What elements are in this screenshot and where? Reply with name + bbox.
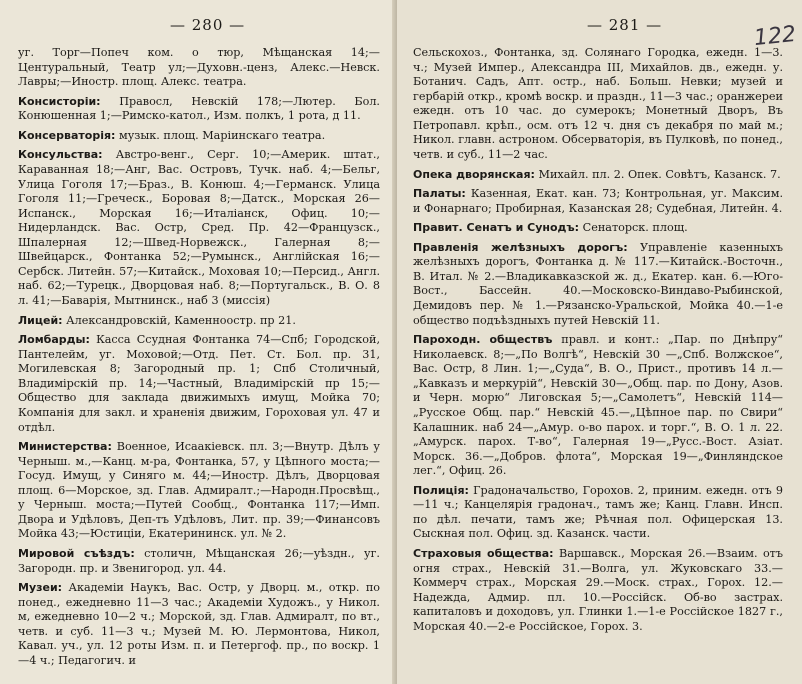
right-page-number: — 281 —: [587, 16, 663, 34]
right-column: [413, 46, 783, 639]
entry-heading: Консульства:: [18, 148, 103, 162]
entry-heading: Консерваторія:: [18, 128, 116, 142]
directory-entry: Полиція: Градоначальство, Горохов. 2, приним. ежедн. отъ 9—11 ч.; Канцелярія градонач., тамъ же; Канц. Главн. Инсп. по дѣл. печати, тамъ же; Рѣчная пол. Офицерская 13. Сыскная пол. Офиц. зд. Казанск. части.: [413, 483, 784, 541]
directory-entry: Пароходн. обществъ правл. и конт.: „Пар. по Днѣпру“ Николаевск. 8;—„По Волгѣ“, Невскій 30 —„Спб. Волжское“, Вас. Остр, 8 Лин. 1;—„Суда“, В. О., Прист., противъ 14 л.—„Кавказъ и меркурій“, Невскій 30—„Общ. пар. по Дону, Азов. и Черн. морю“ Лиговская 5;—„Самолетъ“, Невскій 114—„Русское Общ. пар.“ Невскій 45.—„Цѣпное пар. по Свири“ Калашник. наб 24—„Амур. о-во парох. и торг.“, В. О. 1 л. 22. „Амурск. парох. Т-во“, Галерная 19—„Русс.-Вост. Азіат. Морск. 36.—„Добров. флота“, Морская 19—„Финляндское лег.“, Офиц. 26.: [413, 333, 784, 478]
directory-entry: Правленія желѣзныхъ дорогъ: Управленіе казенныхъ желѣзныхъ дорогъ, Фонтанка д. № 117.—Китайск.-Восточн., В. Итал. № 2.—Владикавказской ж. д., Екатер. кан. 6.—Юго-Вост., Бассейн. 40.—Московско-Виндаво-Рыбинской, Демидовъ пер. № 1.—Рязанско-Уральской, Мойка 40.—1-е общество подъѣздныхъ путей Невскій 11.: [413, 240, 783, 327]
right-page: [397, 0, 802, 684]
entry-heading: Лицей:: [18, 313, 63, 327]
entry-heading: Консисторіи:: [18, 94, 101, 108]
directory-entry: Мировой съѣздъ: столичн, Мѣщанская 26;—уѣздн., уг. Загородн. пр. и Звенигород. ул. 44.: [18, 547, 380, 575]
directory-entry: Правит. Сенатъ и Сунодъ: Сенаторск. площ.: [413, 221, 688, 235]
directory-entry: Палаты: Казенная, Екат. кан. 73; Контрольная, уг. Максим. и Фонарнаго; Пробирная, Казанская 28; Судебная, Литейн. 4.: [413, 187, 784, 215]
entry-heading: Правит. Сенатъ и Сунодъ:: [413, 221, 580, 235]
entry-heading: Опека дворянская:: [413, 167, 535, 181]
left-page-number: — 280 —: [170, 16, 246, 34]
entry-heading: Полиція:: [413, 483, 469, 497]
entry-heading: Пароходн. обществъ: [413, 333, 553, 347]
left-page: [0, 0, 397, 684]
entry-heading: Палаты:: [413, 187, 466, 201]
entry-heading: Музеи:: [18, 581, 63, 595]
directory-entry: Страховыя общества: Варшавск., Морская 26.—Взаим. отъ огня страх., Невскій 31.—Волга, ул. Жуковскаго 33.—Коммерч страх., Морская 29.—Моск. страх., Горох. 12.—Надежда, Адмир. пл. 10.—Россійск. Об-во застрах. капиталовъ и доходовъ, ул. Глинки 1.—1-е Россійское 1827 г., Морская 40.—2-е Россійское, Горох. 3.: [413, 547, 783, 633]
handwritten-page-mark: 122: [752, 21, 798, 52]
directory-entry: Консерваторія: музык. площ. Маріинскаго театра.: [18, 128, 326, 142]
entry-heading: Мировой съѣздъ:: [18, 547, 135, 560]
left-column: [18, 46, 380, 674]
directory-entry: Музеи: Академіи Наукъ, Вас. Остр, у Дворц. м., откр. по понед., ежедневно 11—3 час.; Академіи Художъ., у Никол. м, ежедневно 10—2 ч.; Морской, зд. Глав. Адмиралт, по вт., четв. и суб. 11—3 ч.; Музей М. Ю. Лермонтова, Никол, Кавал. уч., ул. 12 роты Изм. п. и Петергоф. пр., по воскр. 1—4 ч.; Педагогич. и: [18, 581, 381, 667]
directory-entry: Опека дворянская: Михайл. пл. 2. Опек. Совѣтъ, Казанск. 7.: [413, 167, 781, 181]
directory-entry: Сельскохоз., Фонтанка, зд. Солянаго Городка, ежедн. 1—3. ч.; Музей Импер., Александра III, Михайлов. дв., ежедн. у. Ботанич. Садъ, Апт. остр., наб. Больш. Невки; музей и гербарій откр., кромѣ воскр. и праздн., 11—3 час.; оранжереи ежедн. отъ 10 час. до сумерокъ; Монетный Дворъ, Въ Петропавл. крѣп., осм. отъ 12 ч. дня съ декабря по май м.; Никол. главн. астроном. Обсерваторія, въ Пулковѣ, по понед., четв. и суб., 11—2 час.: [413, 46, 783, 161]
directory-entry: уг. Торг—Попеч ком. о тюр, Мѣщанская 14;—Центуральный, Театр ул;—Духовн.-ценз, Алекс.—Невск. Лавры;—Иностр. площ. Алекс. театра.: [18, 46, 380, 89]
directory-entry: Министерства: Военное, Исаакіевск. пл. 3;—Внутр. Дѣлъ у Черныш. м.,—Канц. м-ра, Фонтанка, 57, у Цѣпного моста;—Госуд. Имущ, у Синяго м. 44;—Иностр. Дѣлъ, Дворцовая площ. 6—Морское, зд. Глав. Адмиралт.;—Народн.Просвѣщ., у Черныш. моста;—Путей Сообщ., Фонтанка 117;—Имп. Двора и Удѣловъ, Деп-тъ Удѣловъ, Лит. пр. 39;—Финансовъ Мойка 43;—Юстиціи, Екатерининск. ул. № 2.: [18, 440, 380, 541]
directory-entry: Консульства: Австро-венг., Серг. 10;—Америк. штат., Караванная 18;—Анг, Вас. Островъ, Тучк. наб. 4;—Бельг, Улица Гоголя 17;—Браз., В. Конюш. 4;—Германск. Улица Гоголя 11;—Греческ., Боровая 8;—Датск., Морская 26—Испанск., Морская 16;—Италіанск, Офиц. 10;—Нидерландск. Вас. Остр, Сред. Пр. 42—Французск., Шпалерная 12;—Швед-Норвежск., Галерная 8;—Швейцарск., Фонтанка 52;—Румынск., Англійская 16;—Сербск. Литейн. 57;—Китайск., Моховая 10;—Персид., Англ. наб. 62;—Турецк., Дворцовая наб. 8;—Португальск., В. О. 8 л. 41;—Баварія, Мытнинск., наб 3 (миссія): [18, 148, 380, 307]
entry-heading: Ломбарды:: [18, 333, 90, 347]
entry-heading: Министерства:: [18, 440, 112, 454]
directory-entry: Лицей: Александровскій, Каменноостр. пр 21.: [18, 313, 296, 327]
directory-entry: Консисторіи: Правосл, Невскій 178;—Лютер. Бол. Конюшенная 1;—Римско-катол., Изм. полкъ, 1 рота, д 11.: [18, 94, 380, 123]
entry-heading: Правленія желѣзныхъ дорогъ:: [413, 240, 628, 254]
entry-heading: Страховыя общества:: [413, 547, 554, 560]
directory-entry: Ломбарды: Касса Ссудная Фонтанка 74—Спб; Городской, Пантелейм, уг. Моховой;—Отд. Пет. Ст. Бол. пр. 31, Могилевская 8; Загородный пр. 1; Спб Столичный, Владимірскій пр. 14;—Частный, Владимірскій пр 15;—Общество для заклада движимыхъ имущ, Мойка 70; Компанія для закл. и храненія движим, Гороховая ул. 47 и отдѣл.: [18, 333, 380, 434]
